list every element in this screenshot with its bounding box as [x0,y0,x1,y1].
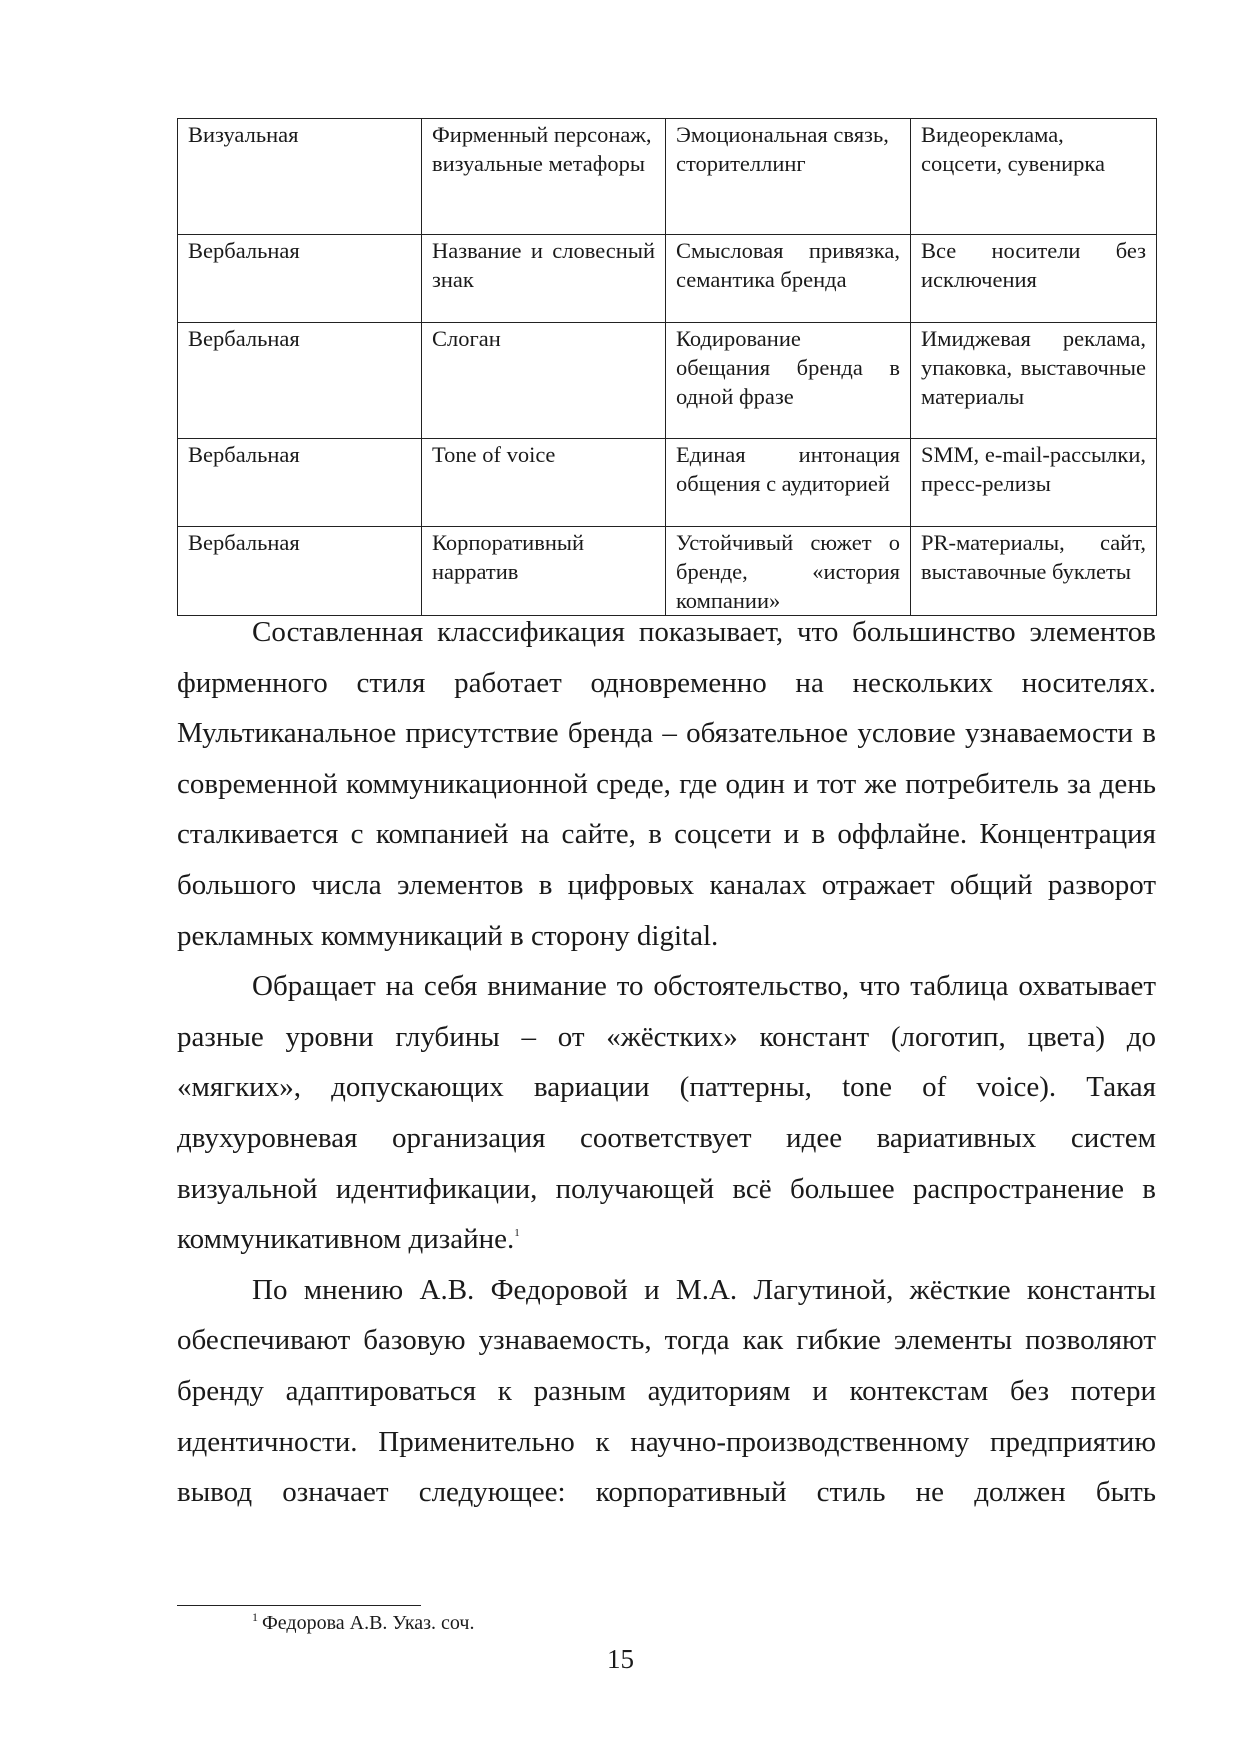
paragraph-text: Составленная классификация показывает, что большинство элементов фирменного стиля работает одновременно на нескольких носителях. Мультиканальное присутствие бренда – обязательное условие узнаваемости в современной коммуникационной среде, где один и тот же потребитель за день сталкивается с компанией на сайте, в соцсети и в оффлайне. Концентрация большого числа элементов в цифровых каналах отражает общий разворот рекламных коммуникаций в сторону digital. [177,616,1156,952]
footnote-separator [177,1605,421,1606]
table-cell: Смысловая привязка, семантика бренда [666,235,911,323]
table-cell: Устойчивый сюжет о бренде, «история компании» [666,527,911,616]
table-cell: Вербальная [178,235,422,323]
footnote-number: 1 [252,1610,258,1624]
footnote [252,1610,474,1636]
table-cell: Визуальная [178,119,422,235]
classification-table-container [177,118,1156,616]
table-cell: Все носители без исключения [911,235,1157,323]
table-row [178,323,1157,439]
table-cell: Единая интонация общения с аудиторией [666,439,911,527]
table-cell: Эмоциональная связь, сторителлинг [666,119,911,235]
page-number: 15 [607,1644,634,1674]
table-cell: Слоган [422,323,666,439]
table-row [178,439,1157,527]
paragraph [177,961,1156,1265]
classification-table [177,118,1157,616]
table-cell: SMM, e-mail-рассылки, пресс-релизы [911,439,1157,527]
table-cell: Кодирование обещания бренда в одной фразе [666,323,911,439]
table-cell: Фирменный персонаж, визуальные метафоры [422,119,666,235]
table-cell: Название и словесный знак [422,235,666,323]
table-row [178,235,1157,323]
table-cell: Tone of voice [422,439,666,527]
footnote-reference[interactable]: 1 [514,1227,520,1240]
table-cell: PR-материалы, сайт, выставочные буклеты [911,527,1157,616]
table-row [178,119,1157,235]
table-cell: Вербальная [178,323,422,439]
table-cell: Вербальная [178,439,422,527]
paragraph [177,607,1156,961]
body-text [177,607,1156,1518]
paragraph-text: По мнению А.В. Федоровой и М.А. Лагутиной, жёсткие константы обеспечивают базовую узнаваемость, тогда как гибкие элементы позволяют бренду адаптироваться к разным аудиториям и контекстам без потери идентичности. Применительно к научно-производственному предприятию вывод означает следующее: корпоративный стиль не должен быть [177,1273,1156,1509]
table-cell: Видеореклама, соцсети, сувенирка [911,119,1157,235]
paragraph [177,1265,1156,1518]
table-cell: Имиджевая реклама, упаковка, выставочные материалы [911,323,1157,439]
footnote-text: Федорова А.В. Указ. соч. [262,1612,475,1634]
paragraph-text: Обращает на себя внимание то обстоятельство, что таблица охватывает разные уровни глубины – от «жёстких» констант (логотип, цвета) до «мягких», допускающих вариации (паттерны, tone of voice). Такая двухуровневая организация соответствует идее вариативных систем визуальной идентификации, получающей всё большее распространение в коммуникативном дизайне. [177,970,1156,1256]
table-row [178,527,1157,616]
table-cell: Вербальная [178,527,422,616]
table-cell: Корпоративный нарратив [422,527,666,616]
